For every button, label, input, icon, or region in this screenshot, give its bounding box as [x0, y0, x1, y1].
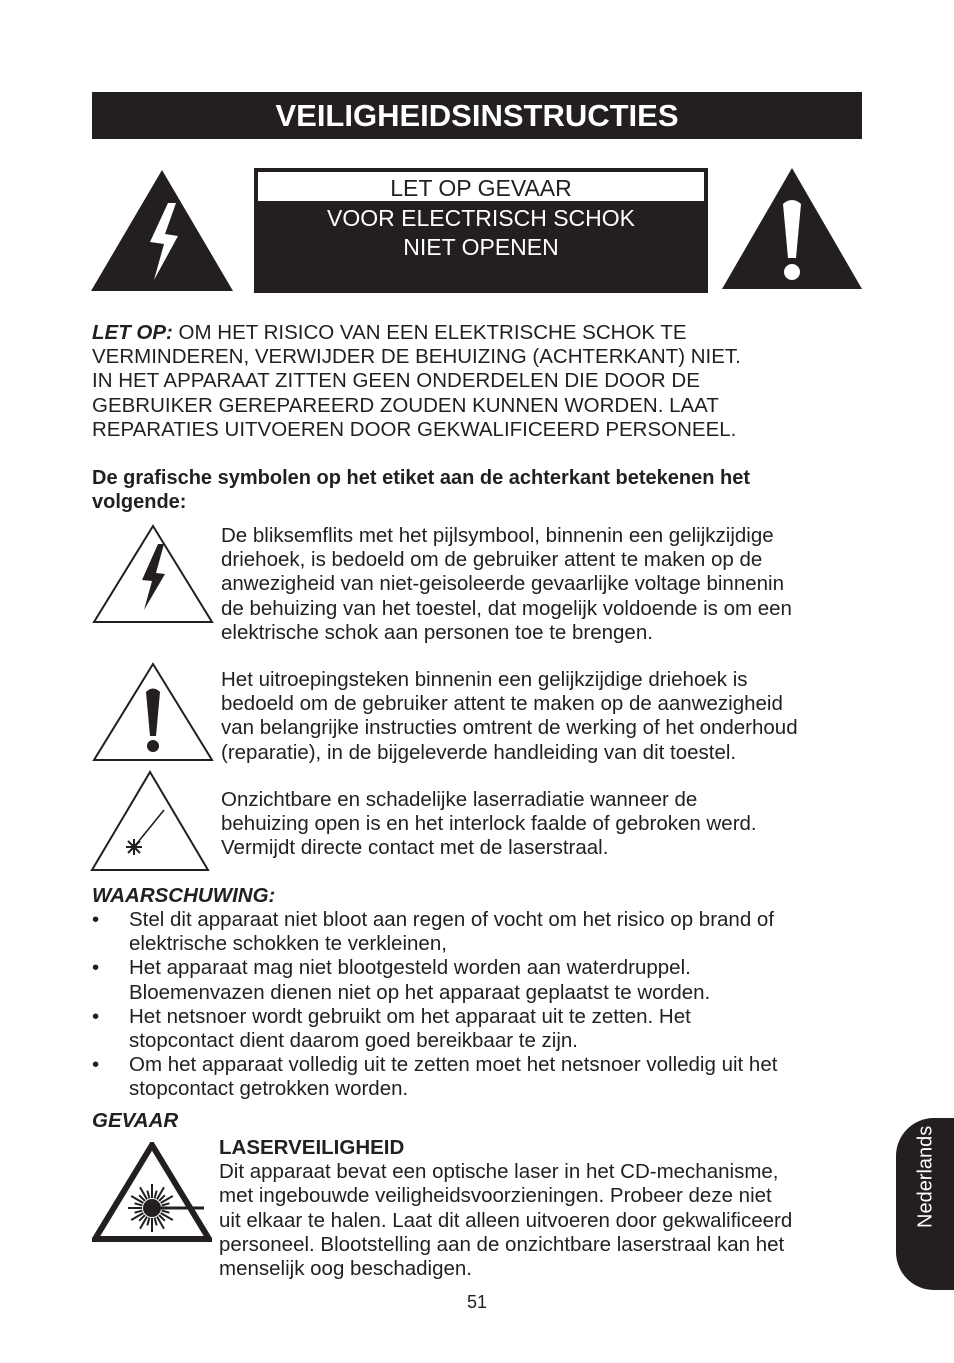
laser-safety-section	[219, 1136, 869, 1281]
symbol-description-exclamation	[221, 668, 871, 765]
list-item-line: Het apparaat mag niet blootgesteld worden aan waterdruppel.	[129, 956, 691, 980]
symbol-description-lightning	[221, 524, 871, 645]
symbol-text-line: anwezigheid van niet-geisoleerde gevaarlijke voltage binnenin	[221, 572, 784, 596]
caution-line: REPARATIES UITVOEREN DOOR GEKWALIFICEERD PERSONEEL.	[92, 417, 737, 441]
exclamation-triangle-outline-icon	[92, 662, 214, 762]
list-item	[92, 1005, 872, 1053]
symbol-text-line: elektrische schok aan personen toe te brengen.	[221, 620, 653, 644]
symbol-text-line: Het uitroepingsteken binnenin een gelijkzijdige driehoek is	[221, 668, 748, 691]
symbol-text-line: Onzichtbare en schadelijke laserradiatie wanneer de	[221, 788, 698, 811]
list-item	[92, 908, 872, 956]
caution-line: IN HET APPARAAT ZITTEN GEEN ONDERDELEN DIE DOOR DE	[92, 369, 700, 393]
list-item-line: Om het apparaat volledig uit te zetten moet het netsnoer volledig uit het	[129, 1053, 778, 1077]
symbol-text-line: de behuizing van het toestel, dat mogelijk voldoende is om een	[221, 596, 792, 620]
list-item-line: Bloemenvazen dienen niet op het apparaat geplaatst te worden.	[129, 980, 711, 1004]
list-item-line: Het netsnoer wordt gebruikt om het apparaat uit te zetten. Het	[129, 1004, 691, 1028]
bullet-dot: •	[92, 1053, 100, 1077]
lightning-triangle-icon	[90, 170, 234, 292]
symbol-text-line: De bliksemflits met het pijlsymbool, binnenin een gelijkzijdige	[221, 524, 774, 547]
symbol-text-line: (reparatie), in de bijgeleverde handleiding van dit toestel.	[221, 740, 737, 764]
language-tab	[896, 1118, 954, 1290]
warning-label: WAARSCHUWING:	[92, 884, 276, 907]
symbol-text-line: van belangrijke instructies omtrent de werking of het onderhoud	[221, 716, 798, 740]
symbol-text-line: driehoek, is bedoeld om de gebruiker attent te maken op de	[221, 548, 763, 572]
language-tab-label: Nederlands	[914, 1125, 937, 1228]
list-item	[92, 956, 872, 1004]
page-number: 51	[466, 1292, 488, 1312]
laser-text-line: menselijk oog beschadigen.	[219, 1257, 472, 1281]
caution-line: OM HET RISICO VAN EEN ELEKTRISCHE SCHOK TE	[172, 321, 687, 344]
symbol-description-laser	[221, 788, 871, 861]
bullet-dot: •	[92, 956, 100, 980]
laser-text-line: met ingebouwde veiligheidsvoorzieningen. Probeer deze niet	[219, 1184, 772, 1208]
warning-list	[92, 908, 872, 1102]
danger-label: GEVAAR	[92, 1109, 179, 1132]
warning-line-2: VOOR ELECTRISCH SCHOK	[327, 205, 635, 231]
laser-text-line: personeel. Blootstelling aan de onzichtbare laserstraal kan het	[219, 1232, 785, 1256]
symbol-text-line: behuizing open is en het interlock faalde of gebroken werd.	[221, 812, 757, 836]
laser-text-line: uit elkaar te halen. Laat dit alleen uitvoeren door gekwalificeerd	[219, 1208, 793, 1232]
caution-label: LET OP:	[92, 321, 173, 344]
list-item-line: stopcontact getrokken worden.	[129, 1077, 409, 1101]
laser-safety-heading: LASERVEILIGHEID	[219, 1136, 405, 1159]
laser-text-line: Dit apparaat bevat een optische laser in het CD-mechanisme,	[219, 1160, 779, 1184]
caution-paragraph	[92, 321, 872, 442]
symbol-text-line: Vermijdt directe contact met de laserstraal.	[221, 836, 609, 860]
laser-warning-icon	[92, 1142, 212, 1242]
caution-line: VERMINDEREN, VERWIJDER DE BEHUIZING (ACHTERKANT) NIET.	[92, 345, 741, 369]
list-item	[92, 1053, 872, 1101]
list-item-line: stopcontact dient daarom goed bereikbaar te zijn.	[129, 1029, 578, 1053]
warning-line-3: NIET OPENEN	[403, 234, 559, 260]
bullet-dot: •	[92, 908, 100, 931]
page-title: VEILIGHEIDSINSTRUCTIES	[92, 92, 862, 139]
symbols-heading	[92, 466, 872, 514]
list-item-line: Stel dit apparaat niet bloot aan regen of vocht om het risico op brand of	[129, 908, 775, 931]
warning-label-box	[254, 168, 708, 293]
exclamation-triangle-icon	[721, 168, 863, 290]
list-item-line: elektrische schokken te verkleinen,	[129, 932, 447, 956]
symbols-heading-line: De grafische symbolen op het etiket aan de achterkant betekenen het	[92, 467, 750, 489]
laser-radiation-triangle-icon	[90, 770, 210, 872]
bullet-dot: •	[92, 1004, 100, 1028]
symbols-heading-line: volgende:	[92, 491, 187, 513]
lightning-triangle-outline-icon	[92, 524, 214, 624]
symbol-text-line: bedoeld om de gebruiker attent te maken op de aanwezigheid	[221, 692, 783, 716]
caution-line: GEBRUIKER GEREPAREERD ZOUDEN KUNNEN WORDEN. LAAT	[92, 393, 719, 417]
warning-line-1: LET OP GEVAAR	[258, 172, 704, 201]
